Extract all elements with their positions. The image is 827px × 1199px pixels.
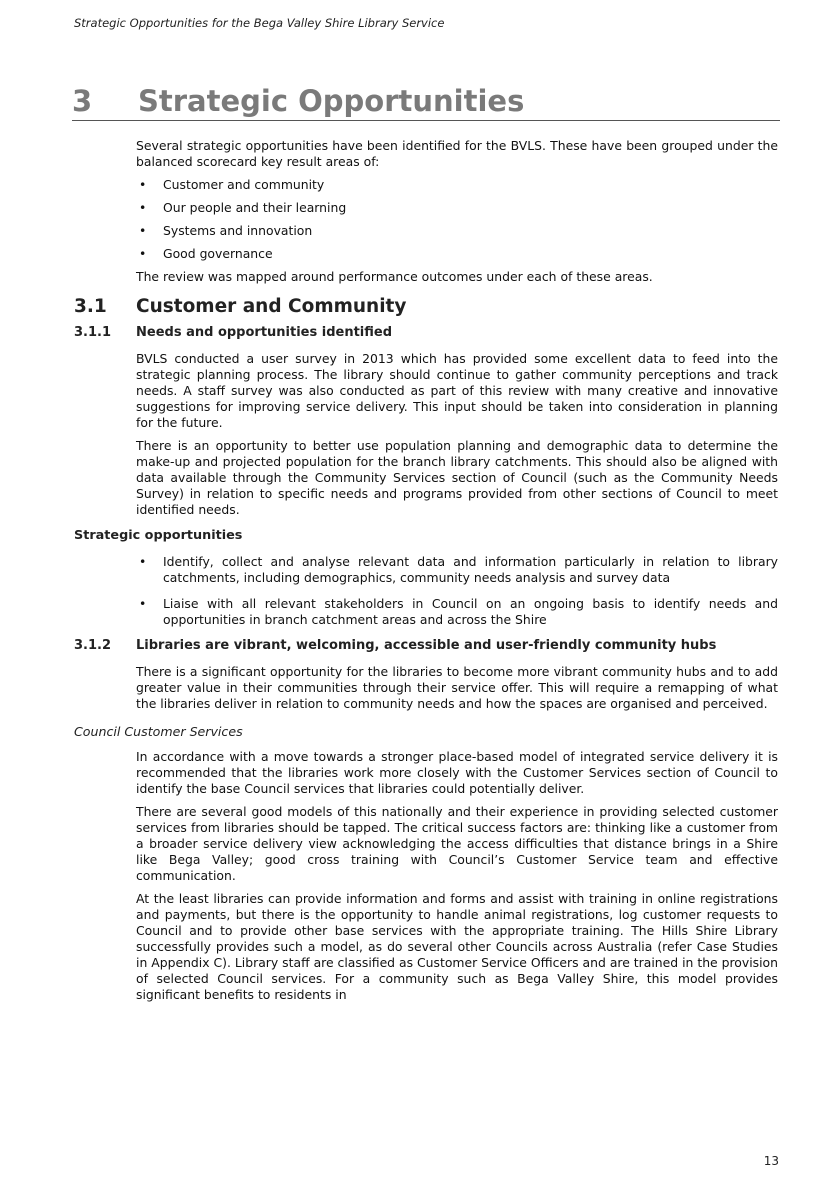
chapter-title: Strategic Opportunities (138, 84, 525, 118)
strategic-opportunities-block (136, 554, 778, 628)
subsection-title: Needs and opportunities identified (136, 325, 393, 340)
paragraph: In accordance with a move towards a stronger place-based model of integrated service delivery it is recommended that the libraries work more closely with the Customer Services section of Council to identify the base Council services that libraries could potentially deliver. (136, 749, 778, 796)
subsection-title: Libraries are vibrant, welcoming, accessible and user-friendly community hubs (136, 638, 717, 653)
list-item: • Our people and their learning (136, 200, 778, 216)
paragraph: BVLS conducted a user survey in 2013 which has provided some excellent data to feed into the strategic planning process. The library should continue to gather community perceptions and track needs. A staff survey was also conducted as part of this review with many creative and innovative suggestions for improving service delivery. This input should be taken into consideration in planning for the future. (136, 351, 778, 430)
strategic-opportunities-list (136, 554, 778, 628)
paragraph: There is an opportunity to better use population planning and demographic data to determine the make-up and projected population for the branch library catchments. This should also be aligned with data available through the Community Services section of Council (such as the Community Needs Survey) in relation to specific needs and programs provided from other sections of Council to meet identified needs. (136, 438, 778, 517)
intro-block (136, 138, 778, 285)
subsection-number: 3.1.1 (74, 325, 112, 340)
chapter-number: 3 (72, 84, 93, 118)
section-heading-3-1 (74, 296, 827, 317)
intro-paragraph: Several strategic opportunities have been identified for the BVLS. These have been grouped under the balanced scorecard key result areas of: (136, 138, 778, 169)
section-number: 3.1 (74, 296, 107, 317)
paragraph: At the least libraries can provide information and forms and assist with training in online registrations and payments, but there is the opportunity to handle animal registrations, log customer requests to Council and to provide other base services with the appropriate training. The Hills Shire Library successfully provides such a model, as do several other Councils across Australia (refer Case Studies in Appendix C). Library staff are classified as Customer Service Officers and are trained in the provision of selected Council services. For a community such as Bega Valley Shire, this model provides significant benefits to residents in (136, 891, 778, 1002)
strategic-opportunities-heading: Strategic opportunities (74, 528, 243, 543)
section-3-1-2-body (136, 664, 778, 712)
paragraph: There are several good models of this nationally and their experience in providing selected customer services from libraries should be tapped. The critical success factors are: thinking like a customer from a broader service delivery view acknowledging the access difficulties that distance brings in a Shire like Bega Valley; good cross training with Council’s Customer Service team and effective communication. (136, 804, 778, 883)
page-body (0, 138, 827, 1010)
paragraph: There is a significant opportunity for the libraries to become more vibrant community hubs and to add greater value in their communities through their service offer. This will require a remapping of what the libraries deliver in relation to community needs and how the spaces are organised and perceived. (136, 664, 778, 711)
list-item: • Customer and community (136, 177, 778, 193)
running-header: Strategic Opportunities for the Bega Valley Shire Library Service (74, 16, 445, 30)
section-3-1-1-body (136, 351, 778, 518)
key-result-areas-list (136, 177, 778, 262)
subsection-heading-3-1-2 (74, 638, 827, 654)
subsection-heading-3-1-1 (74, 325, 827, 341)
subsection-number: 3.1.2 (74, 638, 112, 653)
council-customer-services-heading: Council Customer Services (74, 724, 243, 739)
section-title: Customer and Community (136, 296, 407, 317)
list-item: • Identify, collect and analyse relevant data and information particularly in relation to library catchments, including demographics, community needs analysis and survey data (136, 554, 778, 586)
council-customer-services-body (136, 749, 778, 1003)
page-number: 13 (763, 1154, 779, 1168)
list-item: • Liaise with all relevant stakeholders in Council on an ongoing basis to identify needs and opportunities in branch catchment areas and across the Shire (136, 596, 778, 628)
list-item: • Systems and innovation (136, 223, 778, 239)
list-item: • Good governance (136, 246, 778, 262)
intro-closing: The review was mapped around performance outcomes under each of these areas. (136, 269, 653, 284)
chapter-heading (72, 84, 780, 121)
